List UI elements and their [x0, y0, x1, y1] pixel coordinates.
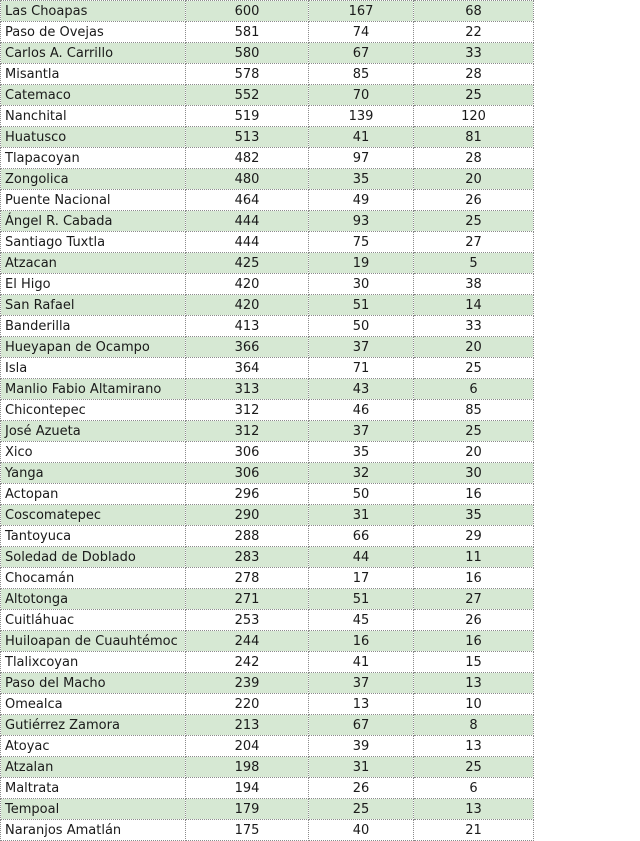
value-2-cell: 93	[309, 211, 414, 232]
value-3-cell: 33	[414, 43, 534, 64]
value-1-cell: 312	[186, 421, 309, 442]
value-3-cell: 8	[414, 715, 534, 736]
municipality-name-cell: El Higo	[1, 274, 186, 295]
table-row	[1, 757, 534, 778]
value-2-cell: 25	[309, 799, 414, 820]
value-3-cell: 13	[414, 673, 534, 694]
table-row	[1, 127, 534, 148]
value-3-cell: 25	[414, 85, 534, 106]
table-row	[1, 463, 534, 484]
value-3-cell: 29	[414, 526, 534, 547]
value-1-cell: 420	[186, 274, 309, 295]
municipality-name-cell: Isla	[1, 358, 186, 379]
municipality-name-cell: Atzacan	[1, 253, 186, 274]
value-2-cell: 139	[309, 106, 414, 127]
value-1-cell: 444	[186, 232, 309, 253]
municipality-name-cell: Tempoal	[1, 799, 186, 820]
value-2-cell: 35	[309, 442, 414, 463]
value-1-cell: 179	[186, 799, 309, 820]
municipality-name-cell: Manlio Fabio Altamirano	[1, 379, 186, 400]
value-3-cell: 16	[414, 484, 534, 505]
table-row	[1, 526, 534, 547]
table-row	[1, 64, 534, 85]
value-3-cell: 16	[414, 631, 534, 652]
table-row	[1, 547, 534, 568]
value-2-cell: 43	[309, 379, 414, 400]
value-1-cell: 283	[186, 547, 309, 568]
municipality-name-cell: Tlapacoyan	[1, 148, 186, 169]
table-row	[1, 484, 534, 505]
municipality-name-cell: Catemaco	[1, 85, 186, 106]
value-2-cell: 37	[309, 337, 414, 358]
value-3-cell: 20	[414, 169, 534, 190]
value-1-cell: 175	[186, 820, 309, 841]
value-3-cell: 28	[414, 148, 534, 169]
table-body	[1, 1, 534, 841]
value-2-cell: 17	[309, 568, 414, 589]
table-row	[1, 253, 534, 274]
value-3-cell: 22	[414, 22, 534, 43]
value-3-cell: 38	[414, 274, 534, 295]
value-1-cell: 244	[186, 631, 309, 652]
municipality-name-cell: Atzalan	[1, 757, 186, 778]
municipality-name-cell: Misantla	[1, 64, 186, 85]
municipality-name-cell: Naranjos Amatlán	[1, 820, 186, 841]
municipality-name-cell: Paso del Macho	[1, 673, 186, 694]
municipality-name-cell: Huatusco	[1, 127, 186, 148]
value-3-cell: 26	[414, 190, 534, 211]
table-row	[1, 169, 534, 190]
table-row	[1, 337, 534, 358]
value-3-cell: 30	[414, 463, 534, 484]
table-row	[1, 610, 534, 631]
municipality-name-cell: Coscomatepec	[1, 505, 186, 526]
table-row	[1, 190, 534, 211]
value-1-cell: 482	[186, 148, 309, 169]
value-1-cell: 312	[186, 400, 309, 421]
value-3-cell: 5	[414, 253, 534, 274]
table-row	[1, 736, 534, 757]
value-2-cell: 37	[309, 421, 414, 442]
table-row	[1, 631, 534, 652]
municipality-name-cell: Soledad de Doblado	[1, 547, 186, 568]
municipality-name-cell: Cuitláhuac	[1, 610, 186, 631]
value-3-cell: 25	[414, 757, 534, 778]
value-3-cell: 20	[414, 337, 534, 358]
value-2-cell: 167	[309, 1, 414, 22]
table-row	[1, 442, 534, 463]
value-1-cell: 581	[186, 22, 309, 43]
value-1-cell: 278	[186, 568, 309, 589]
municipality-name-cell: Chicontepec	[1, 400, 186, 421]
table-row	[1, 652, 534, 673]
municipality-name-cell: Tlalixcoyan	[1, 652, 186, 673]
value-2-cell: 71	[309, 358, 414, 379]
table-row	[1, 589, 534, 610]
value-1-cell: 519	[186, 106, 309, 127]
table-row	[1, 673, 534, 694]
table-row	[1, 316, 534, 337]
value-2-cell: 40	[309, 820, 414, 841]
value-2-cell: 32	[309, 463, 414, 484]
municipality-name-cell: Nanchital	[1, 106, 186, 127]
table-row	[1, 106, 534, 127]
value-3-cell: 25	[414, 421, 534, 442]
value-2-cell: 67	[309, 715, 414, 736]
municipality-name-cell: Tantoyuca	[1, 526, 186, 547]
value-1-cell: 242	[186, 652, 309, 673]
value-1-cell: 444	[186, 211, 309, 232]
table-row	[1, 358, 534, 379]
value-2-cell: 19	[309, 253, 414, 274]
table-row	[1, 400, 534, 421]
table-row	[1, 421, 534, 442]
table-row	[1, 778, 534, 799]
municipality-name-cell: Las Choapas	[1, 1, 186, 22]
value-1-cell: 420	[186, 295, 309, 316]
value-1-cell: 313	[186, 379, 309, 400]
table-row	[1, 211, 534, 232]
value-2-cell: 75	[309, 232, 414, 253]
value-1-cell: 253	[186, 610, 309, 631]
municipality-name-cell: Atoyac	[1, 736, 186, 757]
value-2-cell: 16	[309, 631, 414, 652]
value-1-cell: 425	[186, 253, 309, 274]
value-3-cell: 10	[414, 694, 534, 715]
value-1-cell: 578	[186, 64, 309, 85]
value-2-cell: 44	[309, 547, 414, 568]
value-2-cell: 66	[309, 526, 414, 547]
municipality-name-cell: Chocamán	[1, 568, 186, 589]
municipality-name-cell: Actopan	[1, 484, 186, 505]
table-row	[1, 1, 534, 22]
value-1-cell: 366	[186, 337, 309, 358]
table-row	[1, 505, 534, 526]
value-1-cell: 194	[186, 778, 309, 799]
value-1-cell: 480	[186, 169, 309, 190]
value-2-cell: 31	[309, 757, 414, 778]
value-3-cell: 27	[414, 232, 534, 253]
value-3-cell: 13	[414, 736, 534, 757]
value-3-cell: 21	[414, 820, 534, 841]
municipality-name-cell: Ángel R. Cabada	[1, 211, 186, 232]
table-row	[1, 85, 534, 106]
value-3-cell: 11	[414, 547, 534, 568]
value-3-cell: 25	[414, 358, 534, 379]
table-row	[1, 820, 534, 841]
value-2-cell: 13	[309, 694, 414, 715]
value-3-cell: 27	[414, 589, 534, 610]
value-2-cell: 46	[309, 400, 414, 421]
value-3-cell: 6	[414, 778, 534, 799]
value-2-cell: 35	[309, 169, 414, 190]
value-1-cell: 204	[186, 736, 309, 757]
value-2-cell: 41	[309, 652, 414, 673]
value-2-cell: 70	[309, 85, 414, 106]
municipality-name-cell: José Azueta	[1, 421, 186, 442]
value-3-cell: 26	[414, 610, 534, 631]
value-2-cell: 39	[309, 736, 414, 757]
municipality-name-cell: Xico	[1, 442, 186, 463]
value-1-cell: 306	[186, 442, 309, 463]
municipality-name-cell: Maltrata	[1, 778, 186, 799]
value-3-cell: 33	[414, 316, 534, 337]
table-row	[1, 232, 534, 253]
value-3-cell: 20	[414, 442, 534, 463]
table-row	[1, 43, 534, 64]
value-2-cell: 50	[309, 484, 414, 505]
value-1-cell: 239	[186, 673, 309, 694]
value-2-cell: 74	[309, 22, 414, 43]
value-1-cell: 220	[186, 694, 309, 715]
value-3-cell: 6	[414, 379, 534, 400]
value-3-cell: 85	[414, 400, 534, 421]
value-3-cell: 15	[414, 652, 534, 673]
value-1-cell: 288	[186, 526, 309, 547]
value-2-cell: 41	[309, 127, 414, 148]
value-2-cell: 37	[309, 673, 414, 694]
table-row	[1, 694, 534, 715]
municipality-name-cell: Paso de Ovejas	[1, 22, 186, 43]
value-1-cell: 296	[186, 484, 309, 505]
value-1-cell: 413	[186, 316, 309, 337]
table-row	[1, 295, 534, 316]
value-3-cell: 16	[414, 568, 534, 589]
value-3-cell: 35	[414, 505, 534, 526]
value-3-cell: 120	[414, 106, 534, 127]
value-1-cell: 271	[186, 589, 309, 610]
value-3-cell: 13	[414, 799, 534, 820]
municipality-name-cell: Puente Nacional	[1, 190, 186, 211]
table-row	[1, 568, 534, 589]
municipality-name-cell: Carlos A. Carrillo	[1, 43, 186, 64]
municipality-name-cell: San Rafael	[1, 295, 186, 316]
value-3-cell: 81	[414, 127, 534, 148]
value-2-cell: 50	[309, 316, 414, 337]
municipality-name-cell: Santiago Tuxtla	[1, 232, 186, 253]
value-2-cell: 49	[309, 190, 414, 211]
table-row	[1, 22, 534, 43]
municipality-name-cell: Zongolica	[1, 169, 186, 190]
municipality-name-cell: Gutiérrez Zamora	[1, 715, 186, 736]
table-row	[1, 715, 534, 736]
value-3-cell: 68	[414, 1, 534, 22]
table-row	[1, 274, 534, 295]
value-2-cell: 85	[309, 64, 414, 85]
value-1-cell: 364	[186, 358, 309, 379]
value-2-cell: 51	[309, 589, 414, 610]
value-1-cell: 198	[186, 757, 309, 778]
value-1-cell: 600	[186, 1, 309, 22]
table-row	[1, 379, 534, 400]
value-2-cell: 31	[309, 505, 414, 526]
value-3-cell: 28	[414, 64, 534, 85]
value-2-cell: 26	[309, 778, 414, 799]
value-1-cell: 306	[186, 463, 309, 484]
value-1-cell: 552	[186, 85, 309, 106]
value-1-cell: 290	[186, 505, 309, 526]
municipality-name-cell: Altotonga	[1, 589, 186, 610]
value-1-cell: 464	[186, 190, 309, 211]
value-3-cell: 14	[414, 295, 534, 316]
municipality-name-cell: Huiloapan de Cuauhtémoc	[1, 631, 186, 652]
table-row	[1, 799, 534, 820]
municipality-name-cell: Yanga	[1, 463, 186, 484]
value-2-cell: 67	[309, 43, 414, 64]
value-2-cell: 30	[309, 274, 414, 295]
value-1-cell: 513	[186, 127, 309, 148]
municipality-name-cell: Banderilla	[1, 316, 186, 337]
municipality-name-cell: Omealca	[1, 694, 186, 715]
value-2-cell: 45	[309, 610, 414, 631]
value-1-cell: 580	[186, 43, 309, 64]
value-3-cell: 25	[414, 211, 534, 232]
table-row	[1, 148, 534, 169]
value-2-cell: 51	[309, 295, 414, 316]
municipality-name-cell: Hueyapan de Ocampo	[1, 337, 186, 358]
value-2-cell: 97	[309, 148, 414, 169]
value-1-cell: 213	[186, 715, 309, 736]
